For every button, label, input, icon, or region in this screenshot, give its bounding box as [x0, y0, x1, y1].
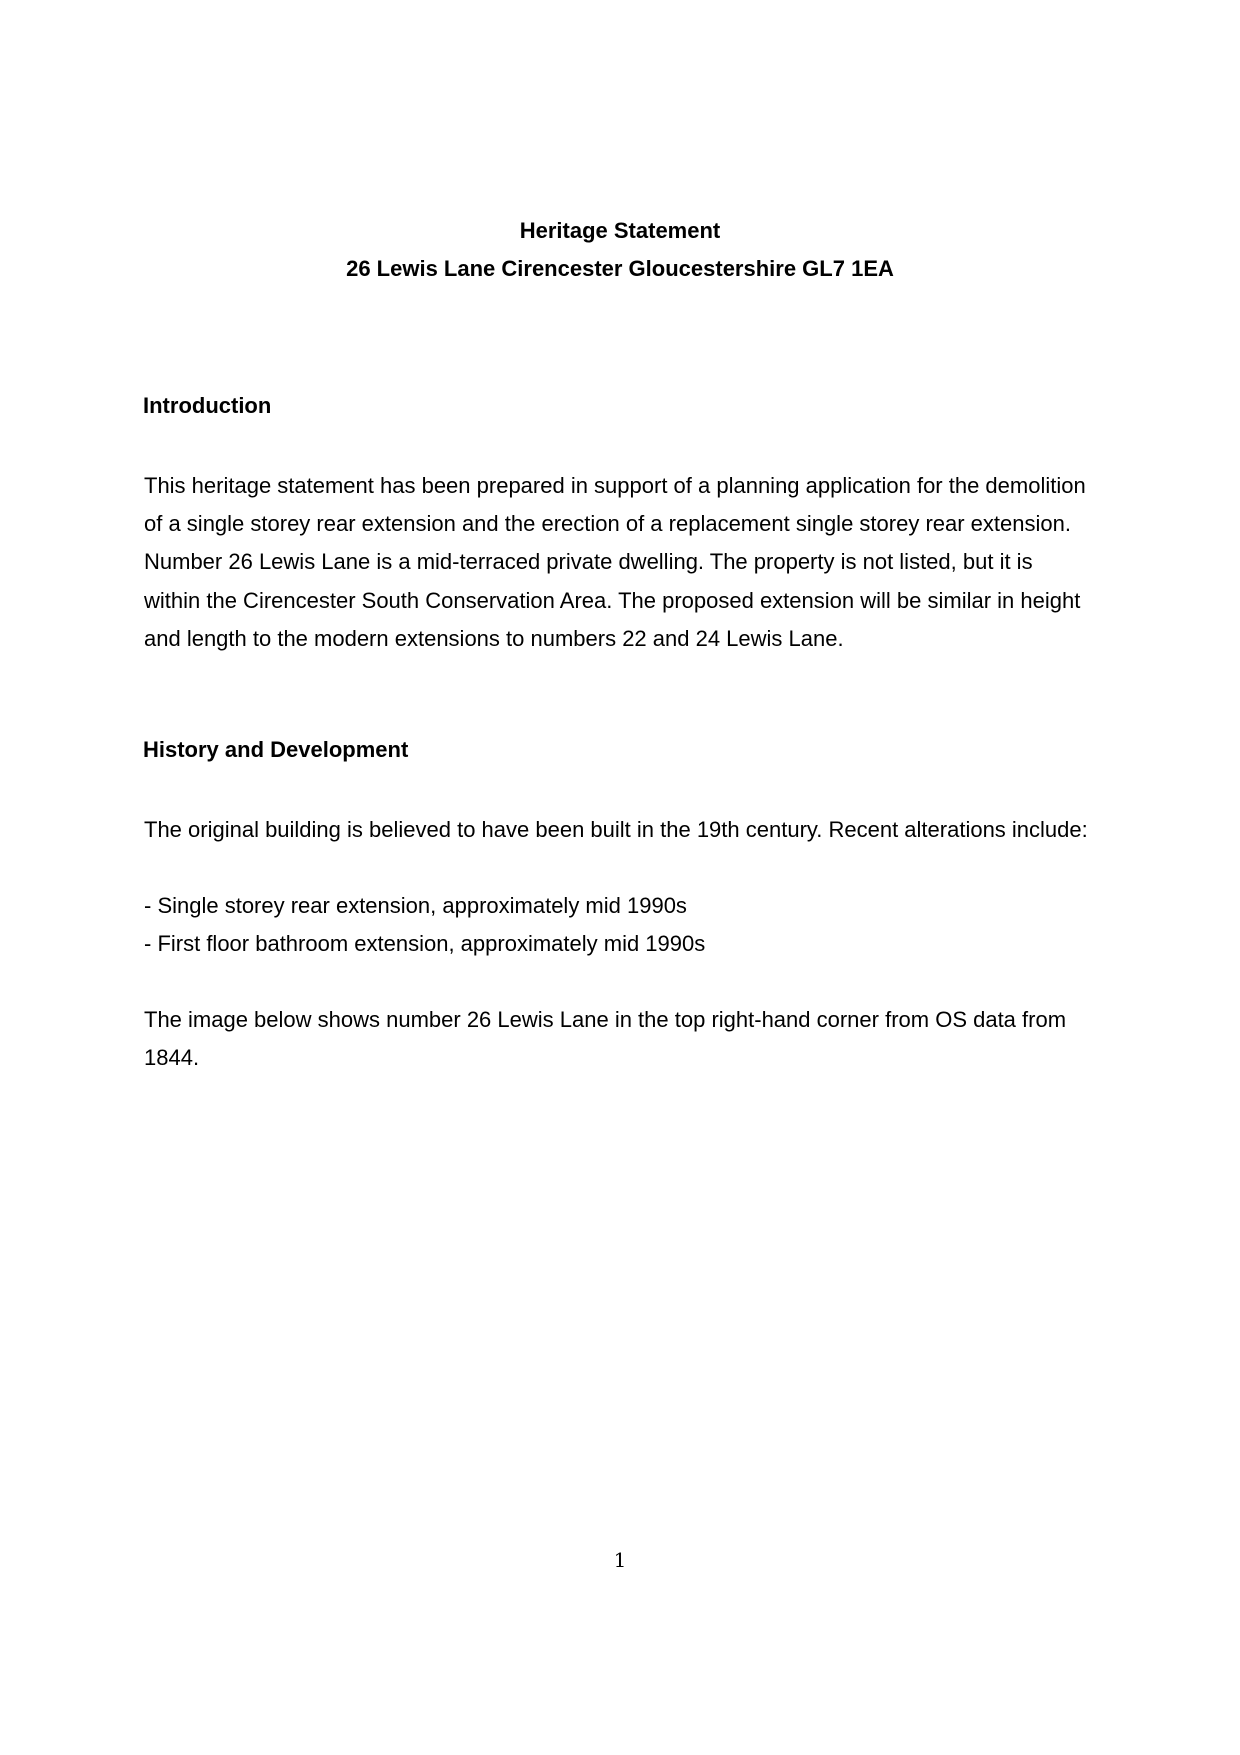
introduction-paragraph [144, 467, 1104, 658]
page-number: 1 [613, 1548, 627, 1572]
document-title: Heritage Statement [519, 218, 721, 243]
paragraph-line: 1844. [144, 1045, 200, 1071]
paragraph-line: of a single storey rear extension and the erection of a replacement single storey rear extension. [144, 511, 1071, 537]
introduction-heading: Introduction [143, 393, 272, 418]
list-item: - First floor bathroom extension, approximately mid 1990s [144, 931, 706, 957]
title-block [0, 212, 1240, 288]
document-address: 26 Lewis Lane Cirencester Gloucestershire GL7 1EA [346, 256, 894, 281]
history-heading: History and Development [143, 737, 409, 762]
paragraph-line: This heritage statement has been prepared in support of a planning application for the demolition [144, 473, 1086, 498]
paragraph-line: The image below shows number 26 Lewis Lane in the top right-hand corner from OS data from [144, 1007, 1067, 1032]
paragraph-line: and length to the modern extensions to numbers 22 and 24 Lewis Lane. [144, 625, 844, 651]
history-paragraph [144, 811, 1104, 849]
paragraph-line: within the Cirencester South Conservation Area. The proposed extension will be similar in height [144, 587, 1081, 613]
list-item: - Single storey rear extension, approximately mid 1990s [144, 893, 687, 918]
image-note-paragraph [144, 1001, 1104, 1077]
paragraph-line: The original building is believed to have been built in the 19th century. Recent alterations include: [144, 817, 1088, 842]
paragraph-line: Number 26 Lewis Lane is a mid-terraced private dwelling. The property is not listed, but it is [144, 549, 1033, 575]
alterations-list [144, 887, 705, 963]
